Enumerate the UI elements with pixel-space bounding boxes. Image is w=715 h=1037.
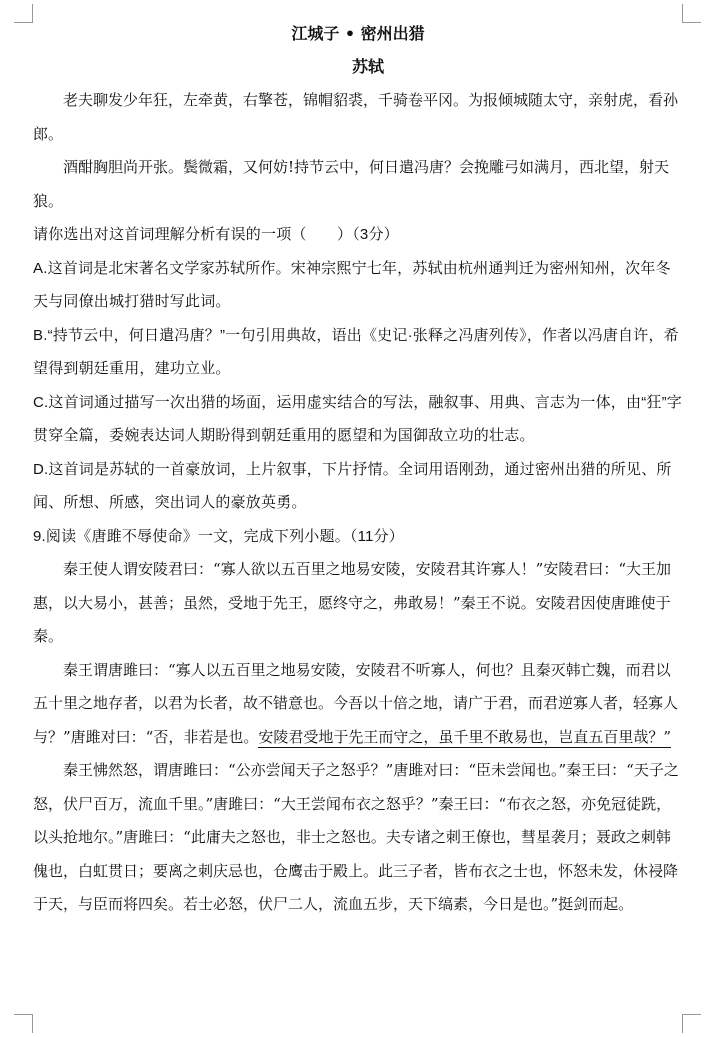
passage-paragraph-3: 秦王怫然怒，谓唐雎曰：“公亦尝闻天子之怒乎？”唐雎对曰：“臣未尝闻也。”秦王曰：“天子之怒，伏尸百万，流血千里。”唐雎曰：“大王尝闻布衣之怒乎？”秦王曰：“布衣之怒，亦免冠徒跣，以头抢地尔。”唐雎曰：“此庸夫之怒也，非士之怒也。夫专诸之刺王僚也，彗星袭月；聂政之刺韩傀也，白虹贯日；要离之刺庆忌也，仓鹰击于殿上。此三子者，皆布衣之士也，怀怒未发，休祲降于天，与臣而将四矣。若士必怒，伏尸二人，流血五步，天下缟素，今日是也。”挺剑而起。 (33, 761, 679, 913)
passage-paragraph-2 (33, 654, 683, 755)
question-9-stem: 9.阅读《唐雎不辱使命》一文，完成下列小题。（11分） (33, 527, 404, 545)
passage-paragraph-1: 秦王使人谓安陵君曰：“寡人欲以五百里之地易安陵，安陵君其许寡人！”安陵君曰：“大王加惠，以大易小，甚善；虽然，受地于先王，愿终守之，弗敢易！”秦王不说。安陵君因使唐雎使于秦。 (33, 560, 672, 645)
crop-mark-top-right (682, 4, 701, 23)
crop-mark-top-left (14, 4, 33, 23)
underlined-sentence: 安陵君受地于先王而守之，虽千里不敢易也，岂直五百里哉？” (258, 727, 672, 746)
question-8-option-c: C.这首词通过描写一次出猎的场面，运用虚实结合的写法，融叙事、用典、言志为一体，由“狂”字贯穿全篇，委婉表达词人期盼得到朝廷重用的愿望和为国御敌立功的壮志。 (33, 393, 682, 444)
question-8-option-d: D.这首词是苏轼的一首豪放词，上片叙事，下片抒情。全词用语刚劲，通过密州出猎的所见、所闻、所想、所感，突出词人的豪放英勇。 (33, 460, 672, 511)
crop-mark-bottom-left (14, 1014, 33, 1033)
poem-author: 苏轼 (351, 57, 384, 76)
passage-paragraph-2-text: 秦王谓唐雎曰：“寡人以五百里之地易安陵，安陵君不听寡人，何也？且秦灭韩亡魏，而君以五十里之地存者，以君为长者，故不错意也。今吾以十倍之地，请广于君，而君逆寡人者，轻寡人与？”唐雎对曰：“否，非若是也。 (33, 660, 679, 746)
question-8-option-a: A.这首词是北宋著名文学家苏轼所作。宋神宗熙宁七年，苏轼由杭州通判迁为密州知州，次年冬天与同僚出城打猎时写此词。 (33, 259, 671, 310)
poem-stanza-1: 老夫聊发少年狂，左牵黄，右擎苍，锦帽貂裘，千骑卷平冈。为报倾城随太守，亲射虎，看孙郎。 (33, 91, 679, 143)
poem-title: 江城子 • 密州出猎 (291, 24, 425, 43)
poem-stanza-2: 酒酣胸胆尚开张。鬓微霜，又何妨!持节云中，何日遣冯唐？会挽雕弓如满月，西北望，射天狼。 (33, 158, 670, 210)
question-8-option-b: B.“持节云中，何日遣冯唐？”一句引用典故，语出《史记·张释之冯唐列传》，作者以冯唐自许，希望得到朝廷重用，建功立业。 (33, 326, 679, 377)
document-page (33, 18, 683, 922)
crop-mark-bottom-right (682, 1014, 701, 1033)
question-8-stem: 请你选出对这首词理解分析有误的一项（ ）（3分） (33, 226, 399, 243)
